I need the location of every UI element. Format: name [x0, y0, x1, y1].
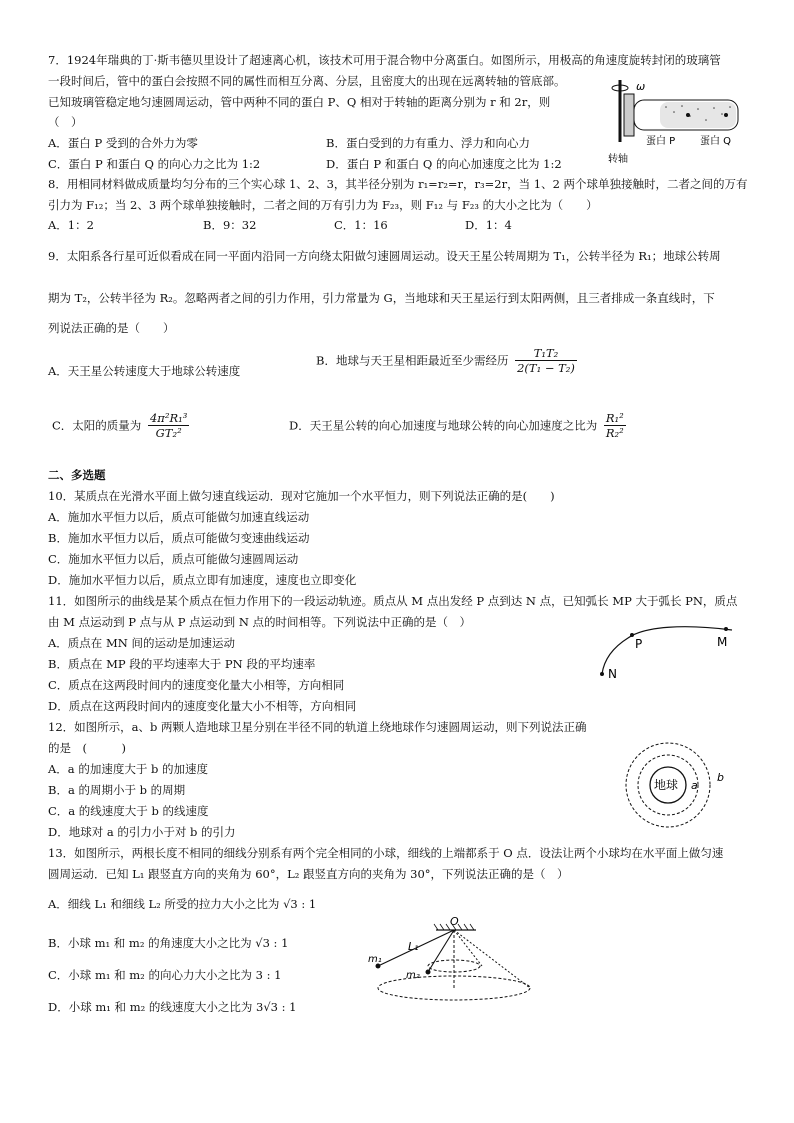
q7-option-c: C．蛋白 P 和蛋白 Q 的向心力之比为 1:2 [48, 157, 261, 171]
q13-conical-pendulum-figure [366, 916, 556, 1006]
q9-stem-line1: 9．太阳系各行星可近似看成在同一平面内沿同一方向绕太阳做匀速圆周运动。设天王星公转周期为 T₁，公转半径为 R₁；地球公转周 [48, 249, 721, 263]
q12-orbit-figure [616, 738, 736, 834]
q9-option-c [52, 411, 192, 440]
q7-stem-line3: 已知玻璃管稳定地匀速圆周运动，管中两种不同的蛋白 P、Q 相对于转轴的距离分别为 r 和 2r，则 [48, 95, 551, 109]
q13-stem-line2: 圆周运动．已知 L₁ 跟竖直方向的夹角为 60°，L₂ 跟竖直方向的夹角为 30°，下列说法正确的是（ ） [48, 867, 569, 881]
q7-stem-line1: 7．1924年瑞典的丁·斯韦德贝里设计了超速离心机，该技术可用于混合物中分离蛋白。如图所示，用极高的角速度旋转封闭的玻璃管 [48, 53, 721, 67]
q10-option-a: A．施加水平恒力以后，质点可能做匀加速直线运动 [48, 510, 310, 524]
q12-stem-line1: 12．如图所示，a、b 两颗人造地球卫星分别在半径不同的轨道上绕地球作匀速圆周运动，则下列说法正确 [48, 720, 587, 734]
q11-stem-line1: 11．如图所示的曲线是某个质点在恒力作用下的一段运动轨迹。质点从 M 点出发经 P 点到达 N 点，已知弧长 MP 大于弧长 PN，质点 [48, 594, 738, 608]
label-m1: m₁ [368, 954, 382, 965]
label-m2: m₂ [406, 970, 420, 981]
q9-c-denominator: GT₂² [155, 426, 182, 440]
q12-option-a: A．a 的加速度大于 b 的加速度 [48, 762, 208, 776]
point-n [600, 672, 604, 676]
point-m [724, 627, 728, 631]
q13-option-c: C．小球 m₁ 和 m₂ 的向心力大小之比为 3 : 1 [48, 968, 282, 982]
q9-b-denominator: 2(T₁ − T₂) [517, 361, 575, 375]
q10-stem: 10．某质点在光滑水平面上做匀速直线运动．现对它施加一个水平恒力，则下列说法正确的是( ) [48, 489, 555, 503]
q9-d-denominator: R₂² [605, 426, 624, 440]
q9-stem-line2: 期为 T₂，公转半径为 R₂。忽略两者之间的引力作用，引力常量为 G，当地球和天王星运行到太阳两侧，且三者排成一条直线时，下 [48, 291, 715, 305]
q8-stem-line1: 8．用相同材料做成质量均匀分布的三个实心球 1、2、3，其半径分别为 r₁=r₂=r，r₃=2r，当 1、2 两个球单独接触时，二者之间的万有 [48, 177, 748, 191]
q7-stem-line2: 一段时间后，管中的蛋白会按照不同的属性而相互分离、分层，且密度大的出现在远离转轴的管底部。 [48, 74, 566, 88]
q9-option-b-fraction [515, 346, 577, 375]
point-p [630, 633, 634, 637]
label-o: O [450, 916, 459, 928]
q9-c-numerator: 4π²R₁³ [149, 411, 188, 425]
q9-d-numerator: R₁² [605, 411, 624, 425]
section-heading-multi-choice: 二、多选题 [48, 468, 106, 482]
q12-option-b: B．a 的周期小于 b 的周期 [48, 783, 186, 797]
axis-label: 转轴 [608, 154, 628, 165]
q11-stem-line2: 由 M 点运动到 P 点与从 P 点运动到 N 点的时间相等。下列说法中正确的是（ ） [48, 615, 472, 629]
q8-option-d: D．1：4 [465, 218, 512, 232]
q9-stem-line3: 列说法正确的是（ ） [48, 321, 175, 335]
q10-option-b: B．施加水平恒力以后，质点可能做匀变速曲线运动 [48, 531, 310, 545]
q11-option-c: C．质点在这两段时间内的速度变化量大小相等，方向相同 [48, 678, 345, 692]
label-b: b [717, 771, 724, 784]
label-a: a [691, 779, 698, 792]
protein-q-dot [724, 113, 728, 117]
ball-m2 [426, 970, 431, 975]
q7-option-a: A．蛋白 P 受到的合外力为零 [48, 136, 198, 150]
q7-option-d: D．蛋白 P 和蛋白 Q 的向心加速度之比为 1:2 [326, 157, 562, 171]
q7-centrifuge-figure [604, 76, 754, 166]
q11-option-d: D．质点在这两段时间内的速度变化量大小不相等，方向相同 [48, 699, 357, 713]
q9-option-d-fraction [604, 411, 626, 440]
q9-option-d [289, 411, 629, 440]
q10-option-c: C．施加水平恒力以后，质点可能做匀速圆周运动 [48, 552, 299, 566]
label-m: M [717, 635, 728, 649]
protein-q-label: 蛋白 Q [700, 136, 732, 147]
q7-paren: （ ） [48, 115, 83, 129]
q9-option-b [316, 346, 580, 375]
q7-option-b: B．蛋白受到的力有重力、浮力和向心力 [326, 136, 530, 150]
q9-b-numerator: T₁T₂ [515, 346, 577, 361]
q8-stem-line2: 引力为 F₁₂；当 2、3 两个球单独接触时，二者之间的万有引力为 F₂₃，则 F₁₂ 与 F₂₃ 的大小之比为（ ） [48, 198, 598, 212]
q9-option-d-text: D．天王星公转的向心加速度与地球公转的向心加速度之比为 [289, 418, 598, 433]
label-p: P [635, 637, 643, 651]
protein-p-label: 蛋白 P [646, 136, 676, 147]
q11-trajectory-figure [590, 620, 760, 684]
q12-option-c: C．a 的线速度大于 b 的线速度 [48, 804, 209, 818]
earth-label: 地球 [654, 778, 679, 792]
q12-option-d: D．地球对 a 的引力小于对 b 的引力 [48, 825, 236, 839]
q8-option-c: C．1：16 [334, 218, 388, 232]
protein-p-dot [686, 113, 690, 117]
q8-option-a: A．1：2 [48, 218, 94, 232]
q13-option-d: D．小球 m₁ 和 m₂ 的线速度大小之比为 3√3 : 1 [48, 1000, 297, 1014]
q9-option-c-fraction [148, 411, 189, 440]
q10-option-d: D．施加水平恒力以后，质点立即有加速度，速度也立即变化 [48, 573, 357, 587]
label-l1: L₁ [408, 940, 419, 953]
q13-stem-line1: 13．如图所示，两根长度不相同的细线分别系有两个完全相同的小球，细线的上端都系于 O 点．设法让两个小球均在水平面上做匀速 [48, 846, 724, 860]
q12-stem-line2: 的是 ( ) [48, 741, 126, 755]
q13-option-b: B．小球 m₁ 和 m₂ 的角速度大小之比为 √3 : 1 [48, 936, 289, 950]
omega-label: ω [636, 80, 646, 93]
q9-option-a: A．天王星公转速度大于地球公转速度 [48, 364, 241, 378]
q13-option-a: A．细线 L₁ 和细线 L₂ 所受的拉力大小之比为 √3 : 1 [48, 897, 317, 911]
q11-option-a: A．质点在 MN 间的运动是加速运动 [48, 636, 235, 650]
label-n: N [608, 667, 617, 681]
q9-option-c-text: C．太阳的质量为 [52, 418, 142, 433]
q8-option-b: B．9：32 [203, 218, 257, 232]
q9-option-b-text: B．地球与天王星相距最近至少需经历 [316, 353, 509, 368]
q11-option-b: B．质点在 MP 段的平均速率大于 PN 段的平均速率 [48, 657, 316, 671]
